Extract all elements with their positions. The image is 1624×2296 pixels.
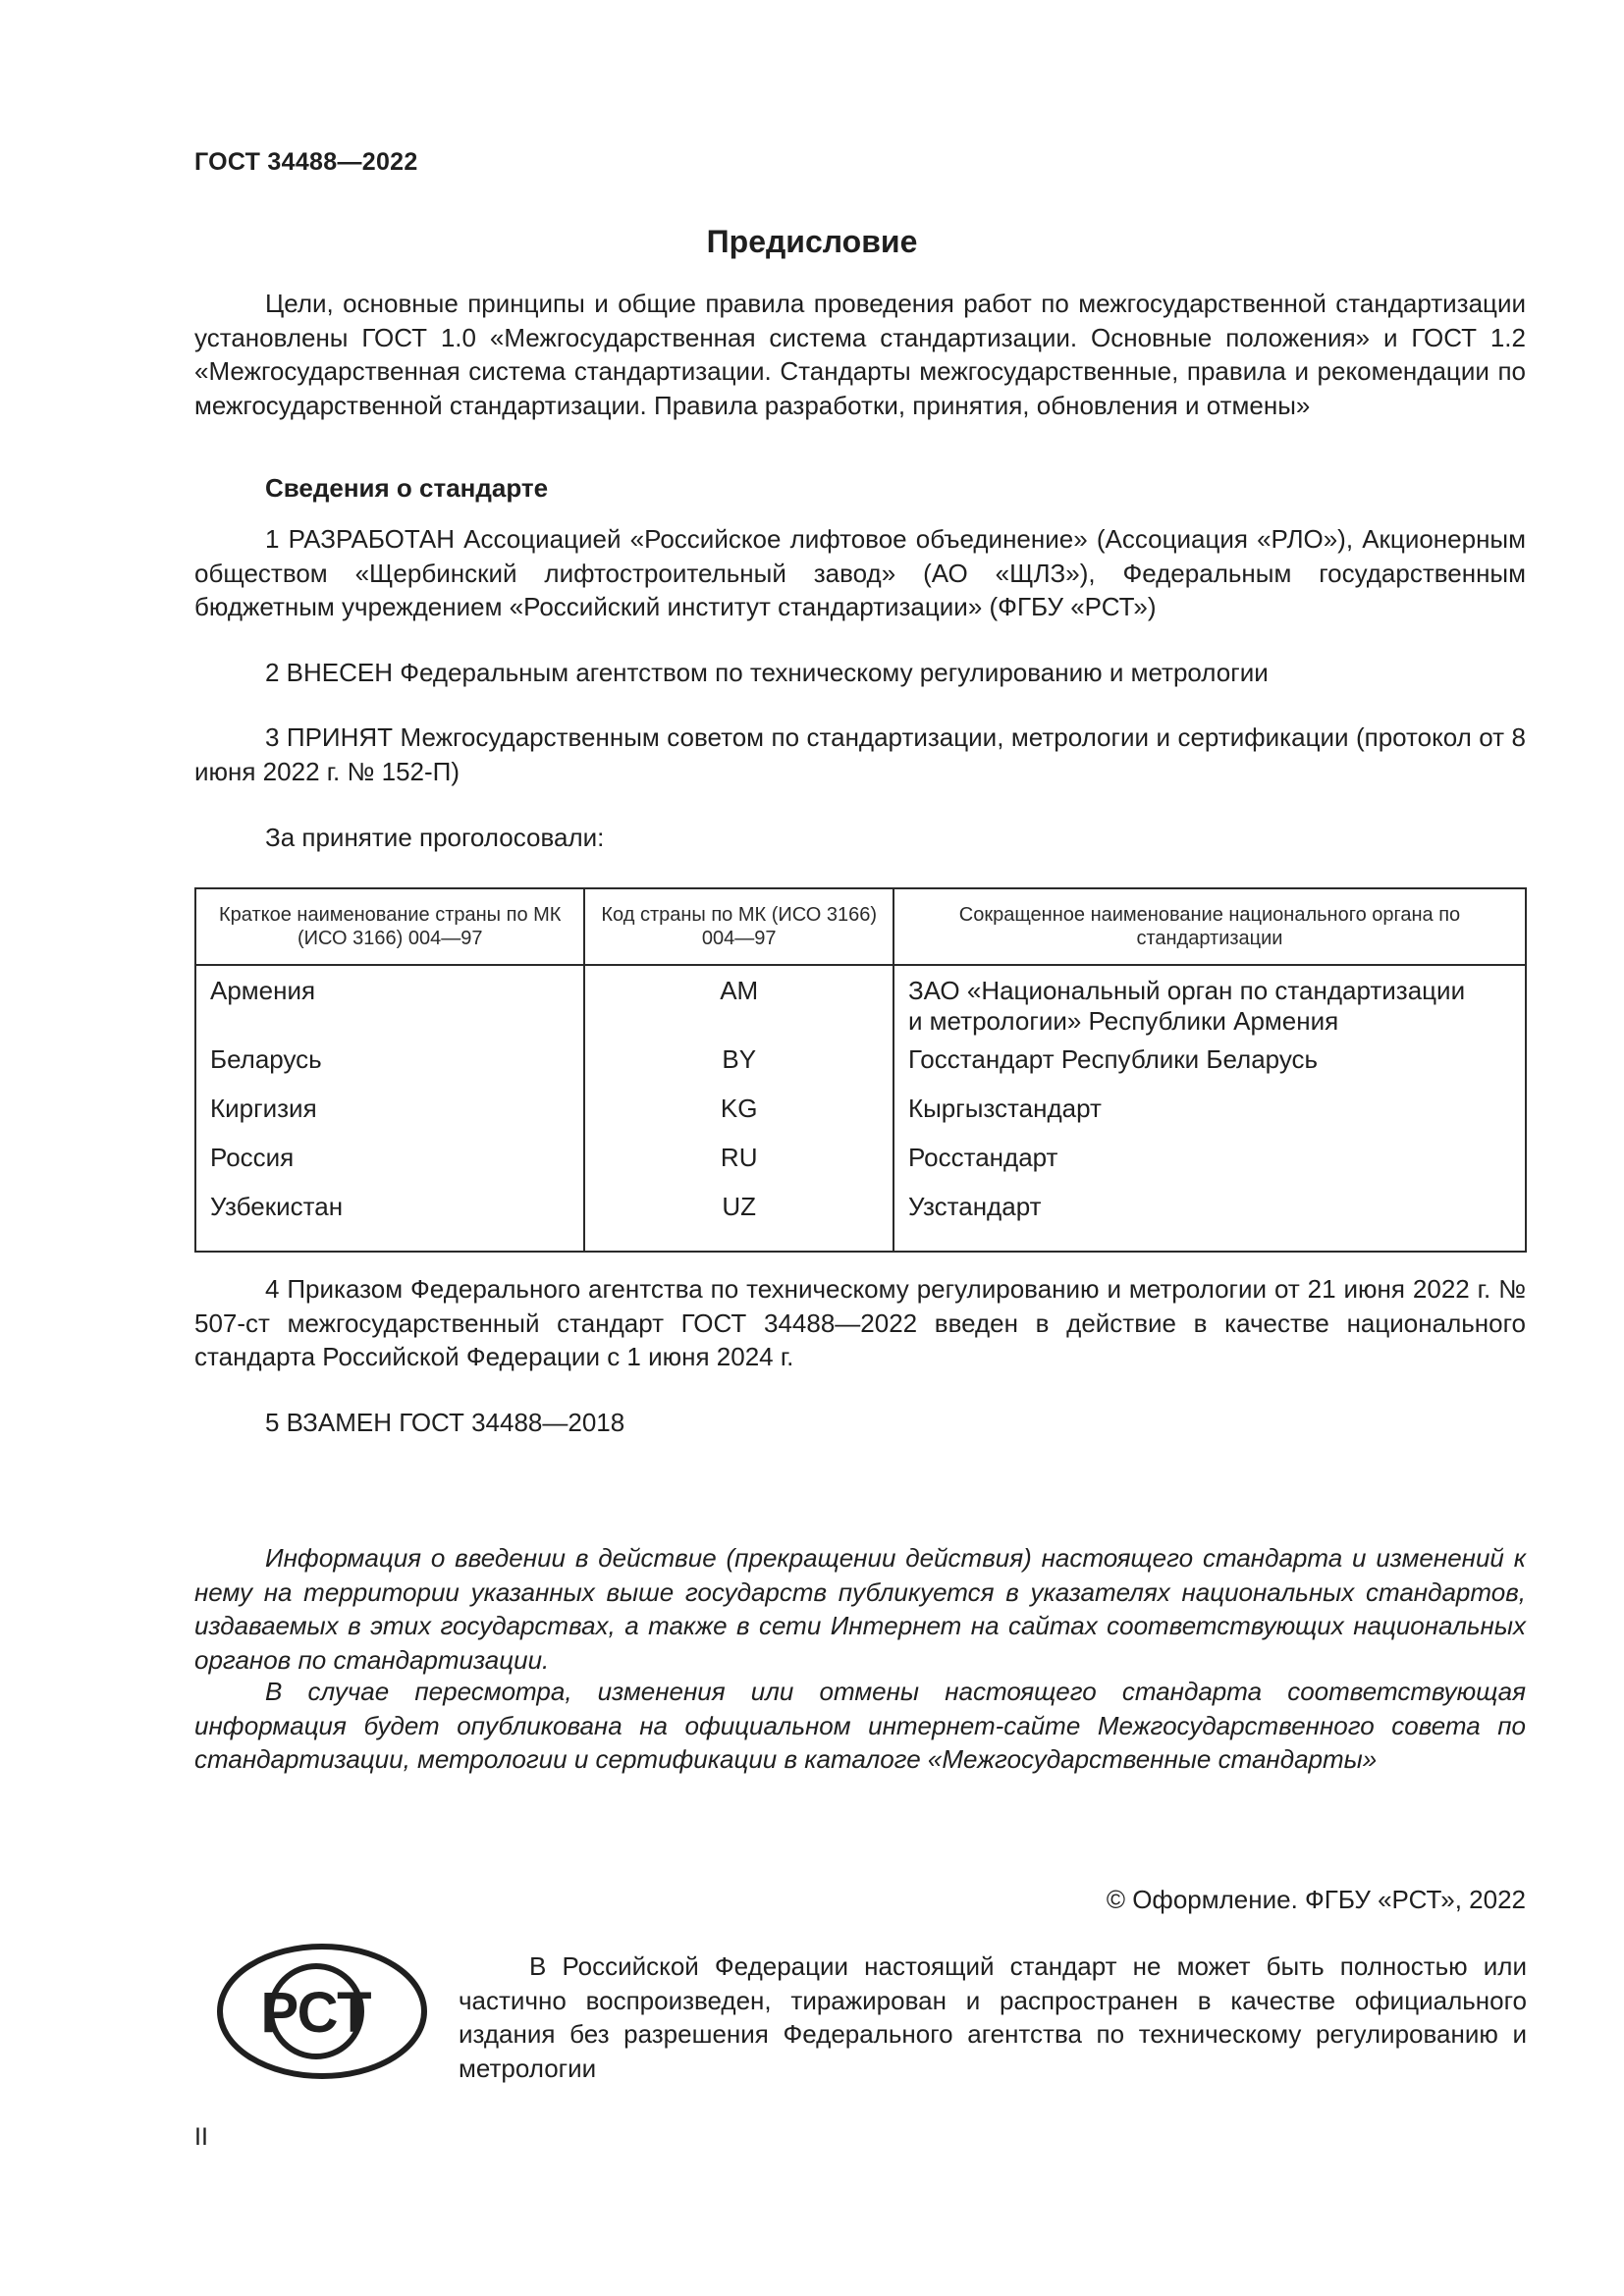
notice-paragraph-1: Информация о введении в действие (прекращении действия) настоящего стандарта и изменений к нему на территории указанных выше государств публикуется в указателях национальных стандартов, издаваемых в этих государствах, а также в сети Интернет на сайтах соответствующих национальных органов по стандартизации. [194, 1543, 1526, 1675]
cell-body: Росстандарт [893, 1143, 1526, 1192]
voting-table [194, 887, 1527, 1253]
item-order: 4 Приказом Федерального агентства по техническому регулированию и метрологии от 21 июня 2022 г. № 507-ст межгосударственный стандарт ГОСТ 34488—2022 введен в действие в качестве национального стандарта Российской Федерации с 1 июня 2024 г. [194, 1274, 1526, 1371]
item-replaces: 5 ВЗАМЕН ГОСТ 34488—2018 [265, 1408, 625, 1437]
document-code: ГОСТ 34488—2022 [194, 148, 418, 176]
copyright-line: © Оформление. ФГБУ «РСТ», 2022 [1106, 1885, 1526, 1914]
cell-country: Армения [195, 965, 584, 1044]
logo-text: РСТ [260, 1981, 372, 2045]
intro-paragraph: Цели, основные принципы и общие правила проведения работ по межгосударственной стандартизации установлены ГОСТ 1.0 «Межгосударственная система стандартизации. Основные положения» и ГОСТ 1.2 «Межгосударственная система стандартизации. Стандарты межгосударственные, правила и рекомендации по межгосударственной стандартизации. Правила разработки, принятия, обновления и отмены» [194, 289, 1526, 420]
cell-body: Узстандарт [893, 1192, 1526, 1252]
cell-code: UZ [584, 1192, 893, 1252]
cell-body [893, 965, 1526, 1044]
table-row [195, 1044, 1526, 1094]
header-body: Сокращенное наименование национального органа по стандартизации [893, 888, 1526, 965]
cell-body: Кыргызстандарт [893, 1094, 1526, 1143]
table-row [195, 1094, 1526, 1143]
cell-country: Беларусь [195, 1044, 584, 1094]
rst-logo-icon [214, 1940, 430, 2083]
info-heading: Сведения о стандарте [265, 473, 549, 503]
item-developed: 1 РАЗРАБОТАН Ассоциацией «Российское лифтовое объединение» (Ассоциация «РЛО»), Акционерным обществом «Щербинский лифтостроительный завод» (АО «ЩЛЗ»), Федеральным государственным бюджетным учреждением «Российский институт стандартизации» (ФГБУ «РСТ») [194, 524, 1526, 621]
item-introduced: 2 ВНЕСЕН Федеральным агентством по техническому регулированию и метрологии [265, 658, 1269, 687]
table-row [195, 1143, 1526, 1192]
item-adopted: 3 ПРИНЯТ Межгосударственным советом по стандартизации, метрологии и сертификации (протокол от 8 июня 2022 г. № 152-П) [194, 722, 1526, 786]
cell-country: Узбекистан [195, 1192, 584, 1252]
legal-notice: В Российской Федерации настоящий стандарт не может быть полностью или частично воспроизведен, тиражирован и распространен в качестве официального издания без разрешения Федерального агентства по техническому регулированию и метрологии [459, 1951, 1527, 2083]
notice-paragraph-2: В случае пересмотра, изменения или отмены настоящего стандарта соответствующая информация будет опубликована на официальном интернет-сайте Межгосударственного совета по стандартизации, метрологии и сертификации в каталоге «Межгосударственные стандарты» [194, 1677, 1526, 1774]
cell-body-line: ЗАО «Национальный орган по стандартизации [907, 976, 1466, 1005]
header-code: Код страны по МК (ИСО 3166) 004—97 [584, 888, 893, 965]
table-row [195, 965, 1526, 1044]
header-country: Краткое наименование страны по МК (ИСО 3166) 004—97 [195, 888, 584, 965]
page-number: II [194, 2123, 208, 2151]
table-header-row [195, 888, 1526, 965]
page-title: Предисловие [706, 224, 918, 259]
table-row [195, 1192, 1526, 1252]
cell-code: BY [584, 1044, 893, 1094]
cell-code: AM [584, 965, 893, 1044]
cell-body-line: и метрологии» Республики Армения [907, 1006, 1339, 1036]
cell-body: Госстандарт Республики Беларусь [893, 1044, 1526, 1094]
cell-code: RU [584, 1143, 893, 1192]
voted-label: За принятие проголосовали: [265, 823, 605, 852]
cell-country: Киргизия [195, 1094, 584, 1143]
cell-country: Россия [195, 1143, 584, 1192]
cell-code: KG [584, 1094, 893, 1143]
